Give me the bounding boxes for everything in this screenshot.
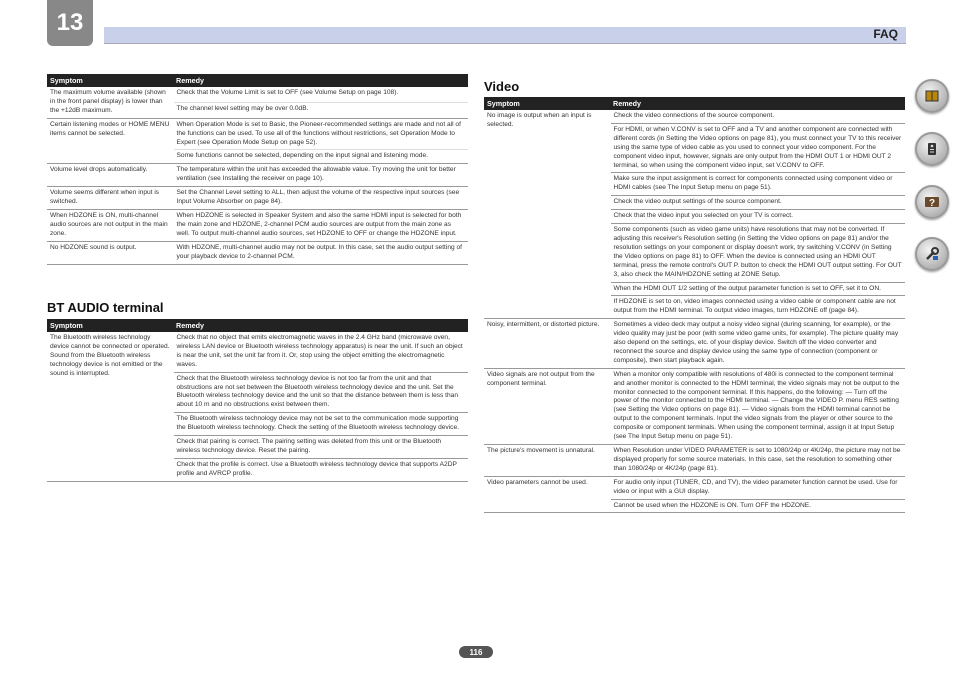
table-row [47, 332, 468, 372]
video-section-title: Video [484, 79, 520, 94]
symptom-cell: No image is output when an input is selected. [484, 110, 610, 319]
symptom-table-video [484, 97, 905, 513]
remedy-cell: Check that no object that emits electromagnetic waves in the 2.4 GHz band (microwave oven, wireless LAN device or Bluetooth wireless technology apparatus) is near the unit. If such an object is near the unit, set the unit far from it. Or, stop using the object emitting the electromagnetic waves. [173, 332, 468, 372]
remedy-cell: For HDMI, or when V.CONV is set to OFF and a TV and another component are connected with different cords (in Setting the Video options on page 81), you must connect your TV to this receiver using the same type of video cable as you used to connect your video component. For the component video input, however, signals are only output from the HDMI OUT 1 or HDMI OUT 2 terminal, so when using the component video input, set V.CONV to OFF. [610, 123, 905, 173]
remedy-cell: Check that the Bluetooth wireless technology device is not too far from the unit and that obstructions are not set between the Bluetooth wireless technology device and the unit. Set the Bluetooth wireless technology device and the unit so that the distance between them is less than about 10 m and no obstructions exist between them. [173, 372, 468, 413]
svg-text:?: ? [928, 198, 936, 209]
symptom-cell: Volume seems different when input is switched. [47, 187, 173, 210]
book-icon[interactable] [915, 79, 949, 113]
symptom-table-general [47, 74, 468, 265]
remedy-header: Remedy [610, 97, 905, 110]
bt-audio-block [47, 300, 468, 482]
remedy-cell: The Bluetooth wireless technology device may not be set to the communication mode supporting the Bluetooth wireless technology. Check the setting of the Bluetooth wireless technology device. [173, 413, 468, 436]
remedy-header: Remedy [173, 74, 468, 87]
remote-icon[interactable] [915, 132, 949, 166]
symptom-cell: The Bluetooth wireless technology device cannot be connected or operated. Sound from the Bluetooth wireless technology device is not emitted or the sound is interrupted. [47, 332, 173, 481]
tools-icon[interactable] [915, 237, 949, 271]
symptom-cell: Volume level drops automatically. [47, 164, 173, 187]
table-row [47, 187, 468, 210]
help-icon[interactable] [915, 185, 949, 219]
remedy-cell: When HDZONE is selected in Speaker System and also the same HDMI input is selected for both the main zone and HDZONE, 2-channel PCM audio sources are output from the main zone as well. To output multi-channel audio sources, set HDZONE to OFF or change the HDZONE input. [173, 209, 468, 241]
table-row [47, 87, 468, 102]
book-icon-glyph [924, 88, 940, 104]
remedy-cell: The channel level setting may be over 0.0dB. [173, 102, 468, 118]
table-row [484, 368, 905, 444]
table-row [484, 319, 905, 369]
page-number: 116 [459, 646, 493, 658]
remedy-cell: Check the video connections of the source component. [610, 110, 905, 123]
table-row [484, 445, 905, 477]
remedy-cell: Set the Channel Level setting to ALL, then adjust the volume of the respective input sources (see Input Volume Absorber on page 84). [173, 187, 468, 210]
symptom-cell: Certain listening modes or HOME MENU items cannot be selected. [47, 118, 173, 164]
remedy-cell: When Resolution under VIDEO PARAMETER is set to 1080/24p or 4K/24p, the picture may not be displayed properly for some source materials. In this case, set the resolution to something other than 1080/24p or 4K/24p (page 81). [610, 445, 905, 477]
symptom-table-bt [47, 319, 468, 482]
symptom-cell: No HDZONE sound is output. [47, 241, 173, 264]
table-row [47, 241, 468, 264]
table-row [47, 209, 468, 241]
section-label: FAQ [873, 27, 898, 41]
remedy-cell: When a monitor only compatible with resolutions of 480i is connected to the component terminal and another monitor is connected to the HDMI terminal, the video signals may not be output to the monitor connected to the component terminal. If this happens, do the following: — Turn off the power of the monitor connected to the HDMI terminal. — Change the VIDEO P. menu RES setting (see Setting the Video options on page 81). — Video signals from the HDMI terminal cannot be output to the component terminals. Input the video signals from the player or other source to the composite or component terminals. When using the component terminal, assign it at Input Setup (see The Input Setup menu on page 51). [610, 368, 905, 444]
remedy-cell: For audio only input (TUNER, CD, and TV), the video parameter function cannot be used. Use for video or input with a GUI display. [610, 476, 905, 499]
remedy-cell: Check that pairing is correct. The pairing setting was deleted from this unit or the Bluetooth wireless technology device. Reset the pairing. [173, 436, 468, 459]
remedy-cell: The temperature within the unit has exceeded the allowable value. Try moving the unit for better ventilation (see Installing the receiver on page 10). [173, 164, 468, 187]
symptom-header: Symptom [484, 97, 610, 110]
remedy-cell: Check that the profile is correct. Use a Bluetooth wireless technology device that supports A2DP profile and AVRCP profile. [173, 458, 468, 481]
left-table-block [47, 74, 468, 265]
table-row [484, 110, 905, 123]
chapter-number: 13 [47, 0, 93, 46]
remedy-cell: Cannot be used when the HDZONE is ON. Turn OFF the HDZONE. [610, 499, 905, 513]
symptom-cell: The maximum volume available (shown in the front panel display) is lower than the +12dB maximum. [47, 87, 173, 118]
symptom-header: Symptom [47, 74, 173, 87]
symptom-header: Symptom [47, 319, 173, 332]
remedy-cell: Check that the video input you selected on your TV is correct. [610, 210, 905, 224]
table-row [47, 118, 468, 150]
table-row [47, 164, 468, 187]
help-icon-glyph [924, 194, 940, 210]
remedy-cell: With HDZONE, multi-channel audio may not be output. In this case, set the audio output setting of your playback device to 2-channel PCM. [173, 241, 468, 264]
table-row [484, 476, 905, 499]
remedy-cell: Make sure the input assignment is correct for components connected using component video or HDMI cables (see The Input Setup menu on page 51). [610, 173, 905, 196]
remedy-cell: If HDZONE is set to on, video images connected using a video cable or component cable are not output from the HDMI terminal. To output video images, turn HDZONE off (page 84). [610, 296, 905, 319]
remedy-cell: Sometimes a video deck may output a noisy video signal (during scanning, for example), or the video quality may just be poor (with some video game units, for example). The picture quality may also depend on the settings, etc. of your display device. Switch off the video converter and reconnect the source and display device using the same type of connection (component or composite), then start playback again. [610, 319, 905, 369]
remedy-cell: Some functions cannot be selected, depending on the input signal and listening mode. [173, 150, 468, 164]
bt-section-title: BT AUDIO terminal [47, 300, 164, 315]
video-block [484, 79, 905, 513]
remedy-header: Remedy [173, 319, 468, 332]
header-bar [104, 27, 906, 44]
remote-icon-glyph [924, 141, 940, 157]
symptom-cell: The picture's movement is unnatural. [484, 445, 610, 477]
symptom-cell: Noisy, intermittent, or distorted picture. [484, 319, 610, 369]
remedy-cell: Check that the Volume Limit is set to OFF (see Volume Setup on page 108). [173, 87, 468, 102]
remedy-cell: When Operation Mode is set to Basic, the Pioneer-recommended settings are made and not all of the functions can be used. To use all of the functions without restrictions, set Operation Mode to Expert (see Operation Mode Setup on page 52). [173, 118, 468, 150]
symptom-cell: When HDZONE is ON, multi-channel audio sources are not output in the main zone. [47, 209, 173, 241]
symptom-cell: Video signals are not output from the component terminal. [484, 368, 610, 444]
remedy-cell: When the HDMI OUT 1/2 setting of the output parameter function is set to OFF, set it to ON. [610, 282, 905, 296]
tools-icon-glyph [924, 246, 940, 262]
remedy-cell: Check the video output settings of the source component. [610, 196, 905, 210]
symptom-cell: Video parameters cannot be used. [484, 476, 610, 513]
remedy-cell: Some components (such as video game units) have resolutions that may not be converted. If adjusting this receiver's Resolution setting (in Setting the Video options on page 81) and/or the resolution settings on your component or display doesn't work, try switching V.CONV (in Setting the Video options on page 81) to OFF. When the device is connected using an HDMI OUT terminal, press the remote control's OUT P. button to check the HDMI OUT output setting. For OUT 3, also check the MAIN/HDZONE setting at ZONE Setup. [610, 224, 905, 282]
